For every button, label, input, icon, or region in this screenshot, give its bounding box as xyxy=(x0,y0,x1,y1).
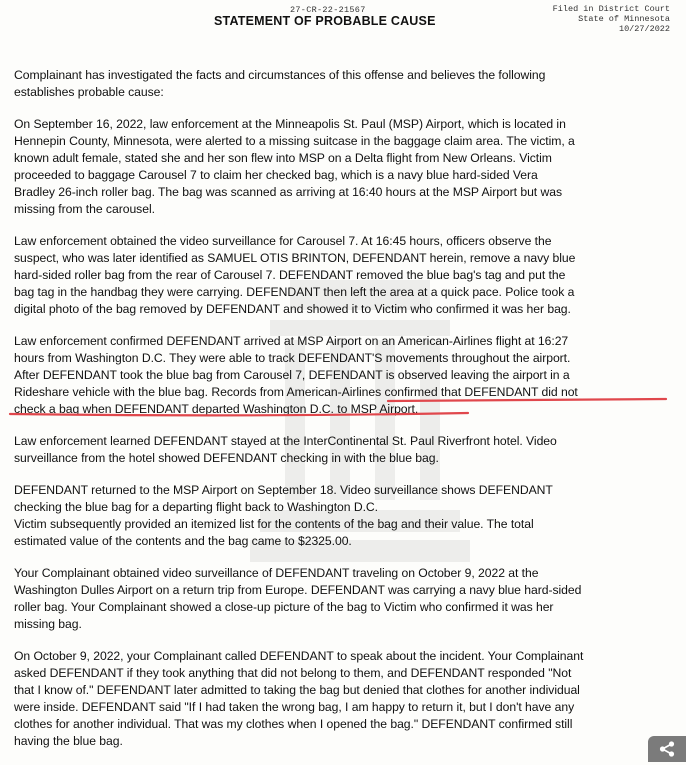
paragraph-dulles xyxy=(14,565,676,633)
paragraph-call xyxy=(14,648,676,750)
text-line: establishes probable cause: xyxy=(14,85,164,99)
text-line: Washington Dulles Airport on a return trip from Europe. DEFENDANT was carrying a navy blue hard-sided xyxy=(14,583,582,597)
text-line: estimated value of the contents and the bag came to $2325.00. xyxy=(14,534,352,548)
text-line: Law enforcement confirmed DEFENDANT arrived at MSP Airport on an American-Airlines flight at 16:27 xyxy=(14,334,569,348)
text-line: Law enforcement learned DEFENDANT stayed at the InterContinental St. Paul Riverfront hotel. Video xyxy=(14,434,557,448)
text-line: suspect, who was later identified as SAMUEL OTIS BRINTON, DEFENDANT herein, remove a navy blue xyxy=(14,251,576,265)
filed-stamp-line: State of Minnesota xyxy=(578,14,670,24)
text-line: clothes for another individual. That was my clothes when I opened the bag." DEFENDANT confirmed still xyxy=(14,717,573,731)
text-line: missing from the carousel. xyxy=(14,202,155,216)
text-line: checking the blue bag for a departing flight back to Washington D.C. xyxy=(14,500,379,514)
text-line: roller bag. Your Complainant showed a close-up picture of the bag to Victim who confirmed it was her xyxy=(14,600,554,614)
text-line: On October 9, 2022, your Complainant called DEFENDANT to speak about the incident. Your Complainant xyxy=(14,649,584,663)
filed-stamp xyxy=(553,4,670,34)
text-line: missing bag. xyxy=(14,617,82,631)
text-line: Hennepin County, Minnesota, were alerted to a missing suitcase in the baggage claim area. The victim, a xyxy=(14,134,575,148)
case-number: 27-CR-22-21567 xyxy=(290,5,366,15)
text-line: Complainant has investigated the facts and circumstances of this offense and believes the following xyxy=(14,68,546,82)
share-button[interactable] xyxy=(648,736,686,762)
document-body xyxy=(14,67,676,765)
text-line: Victim subsequently provided an itemized list for the contents of the bag and their value. The total xyxy=(14,517,534,531)
text-line: check a bag when DEFENDANT departed Washington D.C. to MSP Airport. xyxy=(14,402,419,416)
text-line: surveillance from the hotel showed DEFENDANT checking in with the blue bag. xyxy=(14,451,439,465)
text-line: After DEFENDANT took the blue bag from Carousel 7, DEFENDANT is observed leaving the airport in a xyxy=(14,368,570,382)
paragraph-hotel xyxy=(14,433,676,467)
text-line: DEFENDANT returned to the MSP Airport on September 18. Video surveillance shows DEFENDANT xyxy=(14,483,553,497)
text-line: that I know of." DEFENDANT later admitted to taking the bag but denied that clothes for another individual xyxy=(14,683,580,697)
text-line: digital photo of the bag removed by DEFENDANT and showed it to Victim who confirmed it was her bag. xyxy=(14,302,571,316)
text-line: Law enforcement obtained the video surveillance for Carousel 7. At 16:45 hours, officers observe the xyxy=(14,234,552,248)
text-line: having the blue bag. xyxy=(14,734,123,748)
paragraph-intro xyxy=(14,67,676,101)
text-line: On September 16, 2022, law enforcement at the Minneapolis St. Paul (MSP) Airport, which is located in xyxy=(14,117,566,131)
text-line: hours from Washington D.C. They were able to track DEFENDANT'S movements throughout the airport. xyxy=(14,351,571,365)
filed-stamp-line: Filed in District Court xyxy=(552,4,670,14)
text-line: hard-sided roller bag from the rear of Carousel 7. DEFENDANT removed the blue bag's tag and put the xyxy=(14,268,566,282)
share-icon xyxy=(658,740,676,758)
text-line: known adult female, stated she and her son flew into MSP on a Delta flight from New Orleans. Victim xyxy=(14,151,552,165)
text-line: Rideshare vehicle with the blue bag. Records from American-Airlines confirmed that DEFENDANT did not xyxy=(14,385,578,399)
document-title: STATEMENT OF PROBABLE CAUSE xyxy=(214,14,436,28)
paragraph-arrival xyxy=(14,333,676,418)
text-line: Bradley 26-inch roller bag. The bag was scanned as arriving at 16:40 hours at the MSP Airport but was xyxy=(14,185,562,199)
paragraph-return xyxy=(14,482,676,550)
text-line: Your Complainant obtained video surveillance of DEFENDANT traveling on October 9, 2022 at the xyxy=(14,566,539,580)
text-line: bag tag in the handbag they were carrying. DEFENDANT then left the area at a quick pace. Police took a xyxy=(14,285,575,299)
filed-stamp-line: 10/27/2022 xyxy=(618,24,670,34)
text-line: asked DEFENDANT if they took anything that did not belong to them, and DEFENDANT responded "Not xyxy=(14,666,572,680)
text-line: proceeded to baggage Carousel 7 to claim her checked bag, which is a navy blue hard-sided Vera xyxy=(14,168,538,182)
paragraph-incident xyxy=(14,116,676,218)
paragraph-surveillance xyxy=(14,233,676,318)
text-line: were inside. DEFENDANT said "If I had taken the wrong bag, I am happy to return it, but I don't have any xyxy=(14,700,575,714)
